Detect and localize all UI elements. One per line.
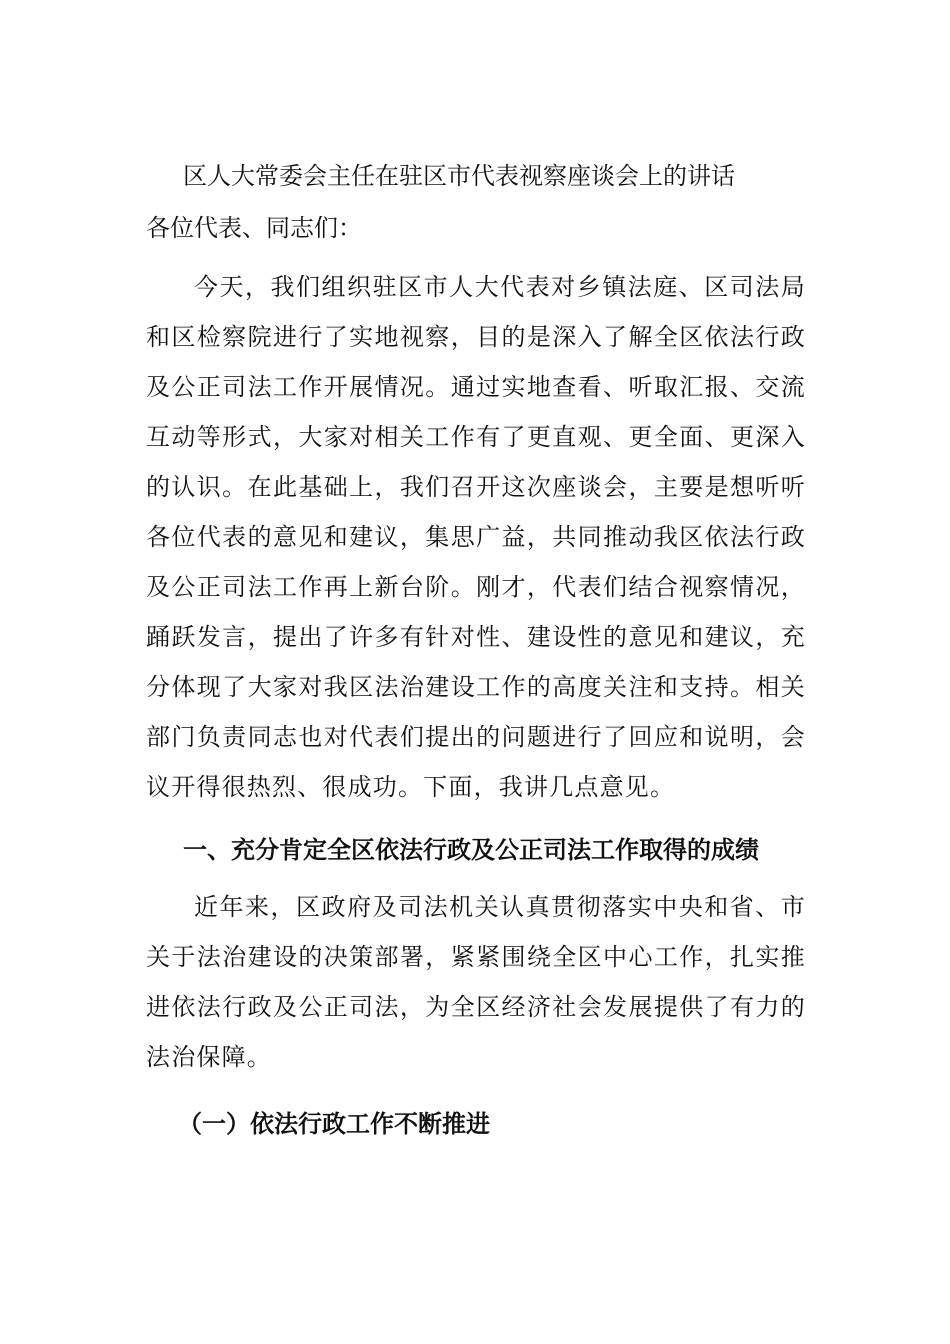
- section-1-paragraph: 近年来，区政府及司法机关认真贯彻落实中央和省、市关于法治建设的决策部署，紧紧围绕全区中心工作，扎实推进依法行政及公正司法，为全区经济社会发展提供了有力的法治保障。: [146, 893, 806, 1071]
- document-title: 区人大常委会主任在驻区市代表视察座谈会上的讲话: [183, 162, 735, 190]
- document-page: [146, 150, 806, 1150]
- subsection-heading-1: （一）依法行政工作不断推进: [178, 1109, 490, 1138]
- intro-paragraph: 今天，我们组织驻区市人大代表对乡镇法庭、区司法局和区检察院进行了实地视察，目的是深入了解全区依法行政及公正司法工作开展情况。通过实地查看、听取汇报、交流互动等形式，大家对相关工作有了更直观、更全面、更深入的认识。在此基础上，我们召开这次座谈会，主要是想听听各位代表的意见和建议，集思广益，共同推动我区依法行政及公正司法工作再上新台阶。刚才，代表们结合视察情况，踊跃发言，提出了许多有针对性、建设性的意见和建议，充分体现了大家对我区法治建设工作的高度关注和支持。相关部门负责同志也对代表们提出的问题进行了回应和说明，会议开得很热烈、很成功。下面，我讲几点意见。: [146, 273, 806, 801]
- section-heading-1: 一、充分肯定全区依法行政及公正司法工作取得的成绩: [183, 835, 759, 864]
- salutation: 各位代表、同志们：: [146, 214, 362, 242]
